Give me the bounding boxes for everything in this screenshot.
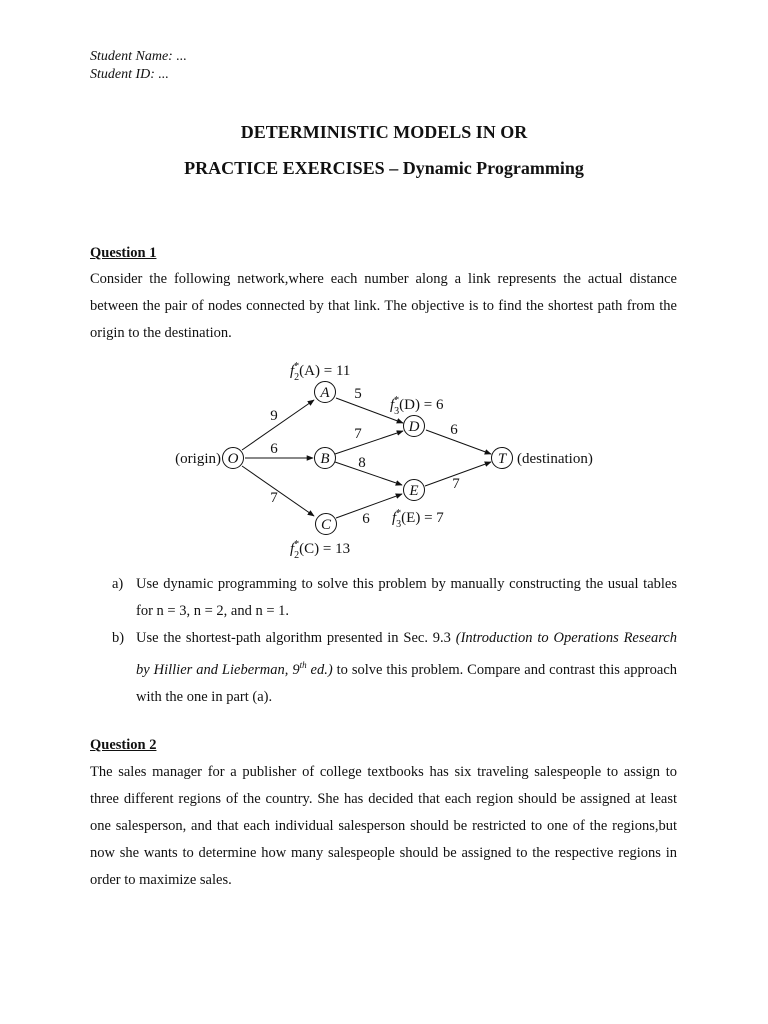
question-2-heading: Question 2	[90, 737, 157, 753]
edge-o-b-weight: 6	[270, 441, 278, 457]
f3-d-annotation: f* 3(D) = 6	[390, 395, 444, 417]
node-e-label: E	[409, 483, 419, 499]
origin-label: (origin)	[175, 451, 221, 467]
node-b-label: B	[320, 451, 330, 467]
edge-o-a-weight: 9	[270, 408, 278, 424]
student-id: Student ID: ...	[90, 67, 169, 82]
item-b-citation-end: ed.)	[306, 661, 333, 678]
f2-c-annotation: f* 2(C) = 13	[290, 539, 351, 561]
node-o-label: O	[227, 451, 239, 467]
edge-d-t	[426, 430, 491, 454]
list-item-a	[112, 571, 677, 625]
item-b-text-end: to solve this problem. Compare and contrast this approach with the one in part (a).	[136, 661, 678, 705]
network-diagram	[160, 358, 620, 563]
list-marker: a)	[112, 576, 124, 592]
list-item-text	[136, 625, 677, 711]
edge-b-e-weight: 8	[358, 455, 366, 471]
question-2-text: The sales manager for a publisher of college textbooks has six traveling salespeople to assign to three different regions of the country. She has decided that each region should be assigned at least one salesperson, and that each individual salesperson should be restricted to one of the regions,but now she wants to determine how many salespeople should be assigned to the respective regions in order to maximize sales.	[90, 764, 677, 888]
edge-b-d-weight: 7	[354, 426, 362, 442]
question-1-text: Consider the following network,where each number along a link represents the actual distance between the pair of nodes connected by that link. The objective is to find the shortest path from the origin to the destination.	[90, 271, 677, 341]
document-title: DETERMINISTIC MODELS IN OR	[240, 122, 528, 142]
list-marker: b)	[112, 630, 125, 646]
question-1-heading: Question 1	[90, 245, 157, 261]
edge-d-t-weight: 6	[450, 422, 458, 438]
list-item-text: Use dynamic programming to solve this problem by manually constructing the usual tables for n = 3, n = 2, and n = 1.	[136, 576, 677, 619]
student-name: Student Name: ...	[90, 49, 187, 64]
edge-o-a	[242, 400, 314, 450]
edge-a-d-weight: 5	[354, 386, 362, 402]
edge-o-c-weight: 7	[270, 490, 278, 506]
node-d-label: D	[408, 419, 420, 435]
student-info	[90, 48, 187, 84]
edge-b-e	[335, 462, 402, 485]
edge-o-c	[242, 466, 314, 516]
list-item-b	[112, 625, 677, 711]
item-b-citation-sup: th	[299, 660, 307, 670]
item-b-text-start: Use the shortest-path algorithm presented in Sec. 9.3	[136, 630, 456, 646]
document-subtitle: PRACTICE EXERCISES – Dynamic Programming	[184, 158, 584, 178]
item-b-citation: (Introduction to Operations Research by Hillier and Lieberman, 9	[136, 630, 677, 678]
edge-b-d	[335, 431, 403, 454]
node-a-label: A	[320, 385, 330, 401]
edge-e-t-weight: 7	[452, 476, 460, 492]
f2-a-annotation: f* 2(A) = 11	[290, 361, 351, 383]
edge-c-e-weight: 6	[362, 511, 370, 527]
destination-label: (destination)	[517, 451, 593, 467]
node-t-label: T	[497, 451, 507, 467]
f3-e-annotation: f* 3(E) = 7	[392, 508, 444, 530]
node-c-label: C	[320, 517, 332, 533]
